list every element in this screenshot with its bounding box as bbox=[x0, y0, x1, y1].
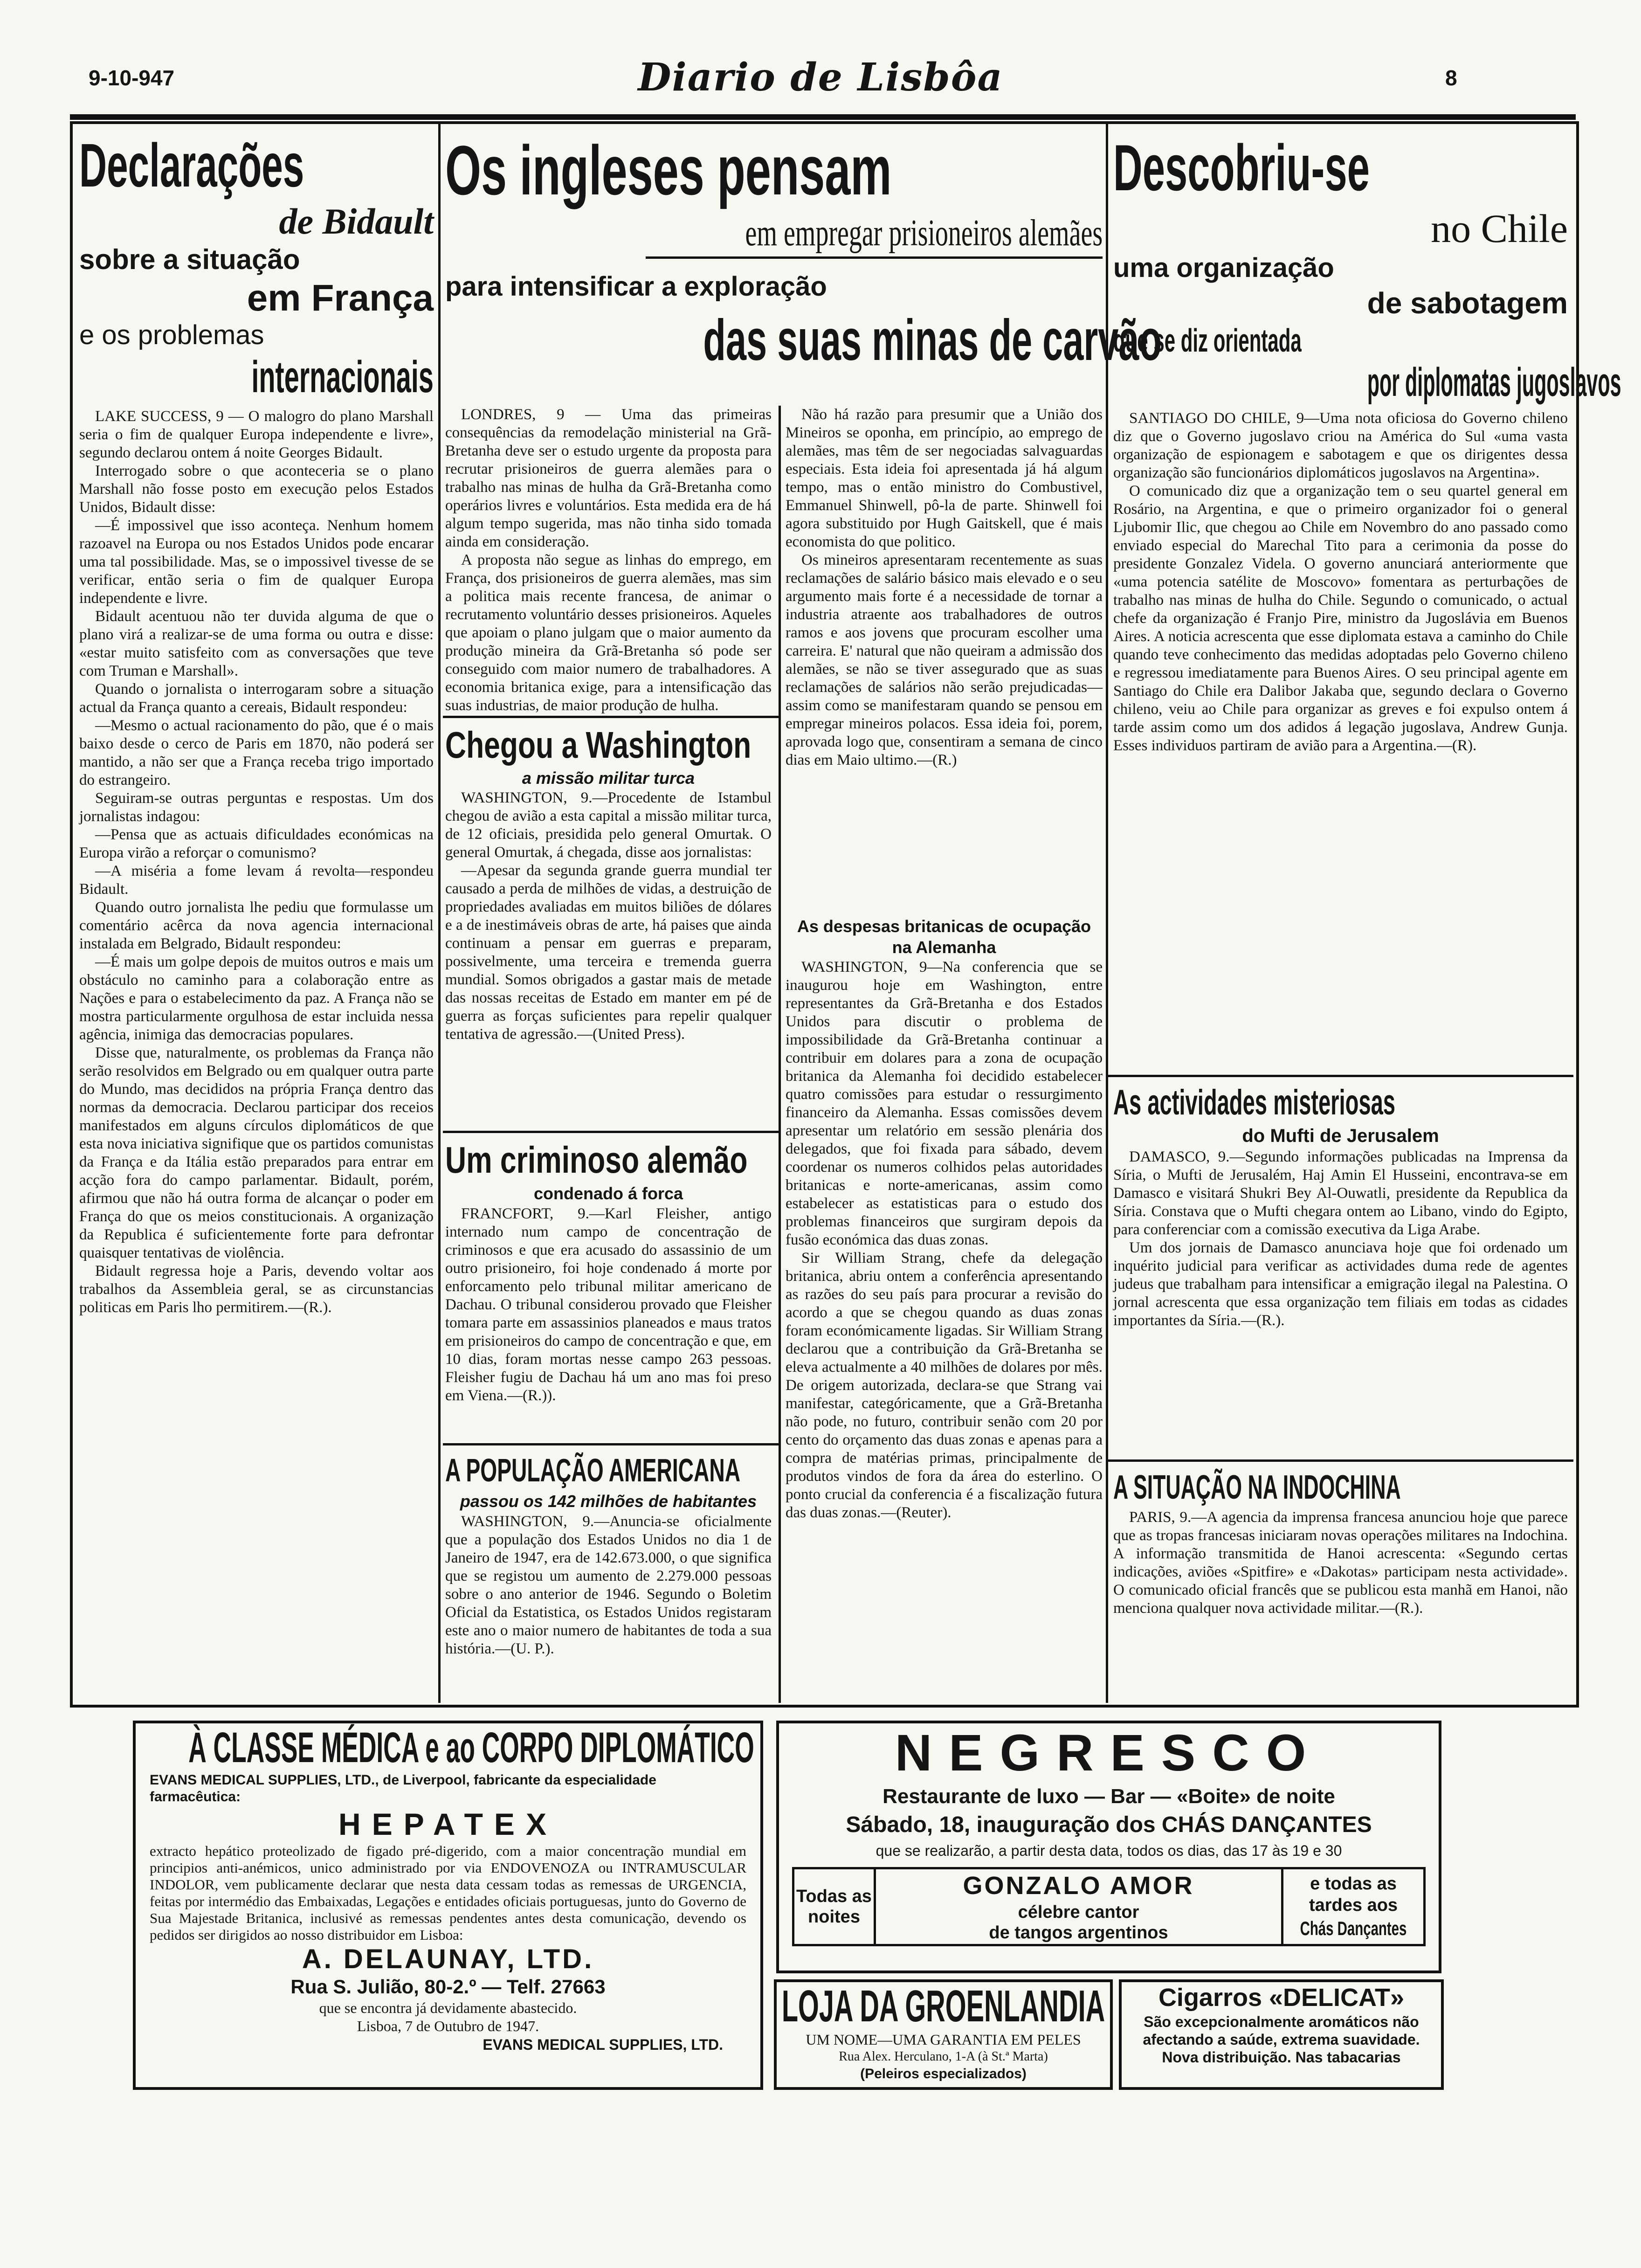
article-body bbox=[1113, 1148, 1568, 1330]
paragraph: —Pensa que as actuais dificuldades económicas na Europa virão a reforçar o comunismo? bbox=[79, 826, 434, 861]
headline: Descobriu-se bbox=[1113, 131, 1370, 204]
headline: internacionais bbox=[251, 352, 434, 402]
article-despesas bbox=[786, 916, 1103, 1700]
ad-text: e todas as tardes aos bbox=[1309, 1874, 1398, 1915]
ad-address: Rua S. Julião, 80-2.º — Telf. 27663 bbox=[290, 1976, 606, 1998]
subheadline: passou os 142 milhões de habitantes bbox=[460, 1492, 757, 1511]
ad-signature: EVANS MEDICAL SUPPLIES, LTD. bbox=[483, 2036, 723, 2053]
ad-text: EVANS MEDICAL SUPPLIES, LTD., de Liverpool, fabricante da especialidade farmacêutica: bbox=[150, 1772, 656, 1805]
ad-distributor: A. DELAUNAY, LTD. bbox=[302, 1944, 594, 1974]
ad-name: NEGRESCO bbox=[895, 1724, 1323, 1782]
divider bbox=[1107, 1075, 1573, 1077]
headline: Chegou a Washington bbox=[445, 724, 752, 766]
ad-box-center bbox=[876, 1867, 1283, 1946]
top-rule bbox=[70, 114, 1576, 120]
paragraph: Um dos jornais de Damasco anunciava hoje que foi ordenado um inquérito judicial para verificar as actividades duma rede de agentes judeus que trabalham para intensificar a emigração ilegal na Palestina. O jornal acrescenta que essa organização tem filiais em todas as cidades importantes da Síria.—(R.). bbox=[1113, 1239, 1568, 1329]
headline: no Chile bbox=[1431, 206, 1568, 251]
ad-hepatex bbox=[133, 1721, 763, 2090]
headline: As actividades misteriosas bbox=[1113, 1083, 1396, 1122]
ad-text: Sábado, 18, inauguração dos CHÁS DANÇANTES bbox=[846, 1812, 1372, 1837]
headline: Os ingleses pensam bbox=[445, 131, 892, 209]
article-body bbox=[79, 408, 434, 1317]
ad-negresco bbox=[776, 1721, 1441, 1973]
article-body bbox=[445, 789, 772, 1044]
divider bbox=[443, 1443, 779, 1445]
paragraph: Seguiram-se outras perguntas e respostas. Um dos jornalistas indagou: bbox=[79, 790, 434, 825]
headline: na Alemanha bbox=[892, 938, 996, 957]
article-body bbox=[1113, 1508, 1568, 1618]
paragraph: O comunicado diz que a organização tem o seu quartel general em Rosário, na Argentina, e que o primeiro organizador foi o general Ljubomir Ilic, que chegou ao Chile em Novembro do ano passado como enviado especial do Marechal Tito para a cerimonia da posse do presidente Gonzalez Videla. O governo anunciará anteriormente que «uma potencia satélite de Moscovo» fomentara as perturbações de trabalho nas minas de hulha do Chile. Segundo o comunicado, o actual chefe da organização é Franjo Pire, ministro da Jugoslávia em Buenos Aires. A noticia acrescenta que esse diplomata estava a caminho do Chile quando teve conhecimento das medidas adoptadas pelo Governo chileno e regressou imediatamente para Buenos Aires. O seu principal agente em Santiago do Chile era Dalibor Jakaba que, segundo declara o Governo chileno, veiu ao Chile para organizar as greves e foi expulso ontem á tarde assim como um dos adidos á legação jugoslava, Andrew Gunja. Esses individuos partiram de avião para a Argentina.—(R). bbox=[1113, 483, 1568, 754]
paragraph: PARIS, 9.—A agencia da imprensa francesa anunciou hoje que parece que as tropas francesas iniciaram novas operações militares na Indochina. A informação transmitida de Hanoi acrescenta: «Segundo certas indicações, aviões «Spitfire» e «Dakotas» participam nesta actividade». O comunicado oficial francês que se publicou esta manhã em Hanoi, não menciona qualquer nova actividade militar.—(R.). bbox=[1113, 1509, 1568, 1617]
divider bbox=[443, 1131, 779, 1133]
ad-box-right bbox=[1283, 1867, 1426, 1946]
paragraph: WASHINGTON, 9.—Procedente de Istambul chegou de avião a esta capital a missão militar turca, de 12 oficiais, presidida pelo general Omurtak. O general Omurtak, á chegada, disse aos jornalistas: bbox=[445, 789, 772, 861]
headline: sobre a situação bbox=[79, 244, 300, 275]
ad-text: extracto hepático proteolizado de figado pré-digerido, com a maior concentração mundial em principios anti-anémicos, unico administrado por via ENDOVENOZA ou INTRAMUSCULAR INDOLOR, vem publicamente declarar que nesta data cessam todas as remessas de URGENCIA, feitas por intermédio das Embaixadas, Legações e entidades oficiais portuguesas, junto do Governo de Sua Majestade Britanica, inclusivé as remessas pendentes antes desta comunicação, devendo os pedidos ser dirigidos ao nosso distribuidor em Lisboa: bbox=[150, 1843, 746, 1943]
paragraph: A proposta não segue as linhas do emprego, em França, dos prisioneiros de guerra alemães, mas sim a politica mais recente francesa, de animar o recrutamento voluntário desses prisioneiros. Aqueles que apoiam o plano julgam que o maior aumento da produção mineira da Grã-Bretanha só pode ser conseguido com maior numero de trabalhadores. A economia britanica exige, para a intensificação das suas industrias, de maior produção de hulha. bbox=[445, 552, 772, 714]
paragraph: SANTIAGO DO CHILE, 9—Uma nota oficiosa do Governo chileno diz que o Governo jugoslavo criou na América do Sul «uma vasta organização de espionagem e sabotagem e que os dirigentes dessa organização são funcionários diplomáticos jugoslavos na Argentina». bbox=[1113, 410, 1568, 481]
paragraph: FRANCFORT, 9.—Karl Fleisher, antigo internado num campo de concentração de criminosos e que era acusado do assassinio de um outro prisioneiro, foi hoje condenado á morte por enforcamento pelo tribunal militar americano de Dachau. O tribunal considerou provado que Fleisher tomara parte em assassinios planeados e maus tratos em prisioneiros do campo de concentração e que, em 10 dias, foram mortas nesse campo 263 pessoas. Fleisher fugiu de Dachau há um ano mas foi preso em Viena.—(R.)). bbox=[445, 1205, 772, 1404]
ad-name: Cigarros «DELICAT» bbox=[1158, 1984, 1405, 2012]
divider bbox=[1107, 1459, 1573, 1462]
subheadline: a missão militar turca bbox=[522, 768, 695, 788]
ad-text: (Peleiros especializados) bbox=[860, 2066, 1027, 2081]
paragraph: —Apesar da segunda grande guerra mundial ter causado a perda de milhões de vidas, a destruição de propriedades avaliadas em muitos biliões de dólares e a de inestimáveis obras de arte, há paises que ainda continuam a pensar em guerras e preparam, possivelmente, uma terceira e tremenda guerra mundial. Somos obrigados a gastar mais de metade das nossas receitas de Estado em manter em pé de guerra as forças suficientes para repelir qualquer tentativa de agressão.—(United Press). bbox=[445, 862, 772, 1043]
ad-text: UM NOME—UMA GARANTIA EM PELES bbox=[806, 2031, 1081, 2048]
paragraph: WASHINGTON, 9—Na conferencia que se inaugurou hoje em Washington, entre representantes da Grã-Bretanha e dos Estados Unidos para discutir o problema de impossibilidade da Grã-Bretanha continuar a contribuir em dolares para a zona de ocupação britanica da Alemanha foi decidido estabelecer quatro comissões para estudar o ressurgimento financeiro da Alemanha. Essas comissões devem apresentar um relatório em sessão plenária dos delegados, que foi fixada para sábado, devem coordenar os numeros colhidos pelas autoridades britanicas e norte-americanas, assim como estabelecer as estatisticas para o estudo dos problemas financeiros que surgiram depois da fusão económica das duas zonas. bbox=[786, 959, 1103, 1248]
ad-text: Rua Alex. Herculano, 1-A (à St.ª Marta) bbox=[839, 2049, 1048, 2064]
subheadline: do Mufti de Jerusalem bbox=[1242, 1126, 1439, 1146]
paragraph: —É mais um golpe depois de muitos outros e mais um obstáculo no caminho para a colaboração entre as Nações e para o estabelecimento da paz. A França não se mostra particularmente orgulhosa de estar incluida nessa agência, inimiga das democracias populares. bbox=[79, 954, 434, 1043]
paragraph: —Mesmo o actual racionamento do pão, que é o mais baixo desde o cerco de Paris em 1870, não poderá ser mantido, a não ser que a França receba trigo importado do estrangeiro. bbox=[79, 717, 434, 788]
paragraph: Interrogado sobre o que aconteceria se o plano Marshall não fosse posto em execução pelos Estados Unidos, Bidault disse: bbox=[79, 463, 434, 516]
paragraph: DAMASCO, 9.—Segundo informações publicadas na Imprensa da Síria, o Mufti de Jerusalém, Haj Amin El Husseini, encontrava-se em Damasco e visitará Shukri Bey Al-Ouwatli, presidente da Republica da Síria. Constava que o Mufti chegara ontem ao Libano, vindo do Egipto, para conferenciar com a comissão executiva da Liga Arabe. bbox=[1113, 1148, 1568, 1238]
newspaper-title: Diario de Lisbôa bbox=[638, 55, 1003, 100]
ad-text: de tangos argentinos bbox=[989, 1923, 1168, 1943]
headline: e os problemas bbox=[79, 320, 264, 350]
headline: Um criminoso alemão bbox=[445, 1139, 748, 1181]
paragraph: Disse que, naturalmente, os problemas da França não serão resolvidos em Belgrado ou em qualquer outra parte do Mundo, mas decididos na própria França dentro das normas da democracia. Declarou participar dos receios manifestados em alguns círculos diplomáticos de que esta nova iniciativa signifique que os partidos comunistas da França e da Itália estão preparados para entrar em acção fora do campo parlamentar. Bidault, porém, afirmou que não há outra forma de alcançar o poder em França do que os meios constitucionais. A organização da Republica é suficientemente forte para defrontar quaisquer tentativas de violência. bbox=[79, 1044, 434, 1261]
paragraph: —A miséria a fome levam á revolta—respondeu Bidault. bbox=[79, 863, 434, 898]
article-missao-turca bbox=[445, 723, 772, 1128]
article-populacao bbox=[445, 1450, 772, 1700]
paragraph: Os mineiros apresentaram recentemente as suas reclamações de salário básico mais elevado e o seu argumento mais forte é a necessidade de tornar a industria atraente aos trabalhadores de outros ramos e aos jovens que procuram escolher uma carreira. E' natural que não queiram a admissão dos alemães, se não se tiver assegurado que as suas reclamações de salários não serão prejudicadas—assim como se manifestaram quando se pensou em empregar mineiros polacos. Essa ideia foi, porem, aprovada logo que, consentiram a semana de cinco dias em Maio ultimo.—(R.) bbox=[786, 552, 1103, 768]
page-number: 8 bbox=[1445, 66, 1457, 90]
paragraph: Quando o jornalista o interrogaram sobre a situação actual da França quanto a cereais, Bidault respondeu: bbox=[79, 681, 434, 716]
ad-name: LOJA DA GROENLANDIA bbox=[781, 1981, 1105, 2031]
paragraph: WASHINGTON, 9.—Anuncia-se oficialmente que a população dos Estados Unidos no dia 1 de Janeiro de 1947, era de 142.673.000, o que significa que se registou um aumento de 2.279.000 pessoas sobre o ano anterior de 1946. Segundo o Boletim Oficial da Estatistica, os Estados Unidos registaram este ano o maior numero de habitantes de toda a sua história.—(U. P.). bbox=[445, 1513, 772, 1657]
article-body bbox=[445, 1205, 772, 1405]
headline: das suas minas de carvão bbox=[703, 308, 1162, 373]
ad-box-left: Todas as noites bbox=[792, 1867, 876, 1946]
divider bbox=[646, 256, 1103, 259]
paragraph: Sir William Strang, chefe da delegação britanica, abriu ontem a conferência apresentando as razões do seu país para procurar a revisão do acordo a que se chegou quando as duas zonas foram económicamente ligadas. Sir William Strang declarou que a contribuição da Grã-Bretanha se eleva actualmente a 40 milhões de dolares por mês. De origem autorizada, declara-se que Strang vai manifestar, categóricamente, que a Grã-Bretanha não pode, no futuro, contribuir senão com 20 por cento do orçamento das duas zonas e apenas para a compra de matérias primas, principalmente de produtos vindos de fora da área do esterlino. O ponto crucial da conferencia é a fiscalização futura das duas zonas.—(Reuter). bbox=[786, 1250, 1103, 1521]
headline: de sabotagem bbox=[1367, 286, 1568, 320]
ad-artist: GONZALO AMOR bbox=[963, 1872, 1194, 1900]
article-ingleses-head bbox=[445, 131, 1162, 406]
article-bidault bbox=[79, 131, 434, 1697]
ad-cigarros-delicat bbox=[1119, 1979, 1444, 2090]
column-divider bbox=[438, 122, 441, 1703]
ad-text: São excepcionalmente aromáticos não afectando a saúde, extrema suavidade. Nova distribuição. Nas tabacarias bbox=[1143, 2013, 1420, 2066]
headline: A SITUAÇÃO NA INDOCHINA bbox=[1113, 1469, 1401, 1506]
issue-date: 9-10-947 bbox=[89, 66, 175, 90]
paragraph: —É impossivel que isso aconteça. Nenhum homem razoavel na Europa ou nos Estados Unidos pode encarar uma tal possibilidade. Mas, se o impossivel tivesse de se verificar, então seria o fim de qualquer Europa independente e livre. bbox=[79, 517, 434, 607]
subheadline: condenado á forca bbox=[533, 1184, 683, 1203]
article-ingleses-body-cont bbox=[786, 406, 1103, 914]
article-body bbox=[786, 958, 1103, 1522]
column-divider bbox=[779, 406, 781, 1703]
article-mufti bbox=[1113, 1082, 1568, 1457]
ad-text: que se realizarão, a partir desta data, todos os dias, das 17 às 19 e 30 bbox=[876, 1842, 1342, 1859]
headline: em França bbox=[247, 277, 434, 318]
article-body bbox=[1113, 409, 1568, 755]
article-ingleses-body bbox=[445, 406, 772, 714]
paragraph: LONDRES, 9 — Uma das primeiras consequências da remodelação ministerial na Grã-Bretanha deve ser o estudo urgente da proposta para recrutar prisioneiros de guerra alemães para o trabalho nas minas de hulha da Grã-Bretanha como operários livres e voluntários. Esta medida era de há algum tempo sugerida, mas não tinha sido tomada ainda em consideração. bbox=[445, 406, 772, 550]
article-indochina bbox=[1113, 1466, 1568, 1700]
paragraph: Não há razão para presumir que a União dos Mineiros se oponha, em princípio, ao emprego de alemães, mas têm de ser negociadas salvaguardas especiais. Esta ideia foi apresentada já há algum tempo, mas o então ministro do Combustivel, Emmanuel Shinwell, pô-la de parte. Shinwell foi agora substituido por Hugh Gaitskell, que é mais economista do que politico. bbox=[786, 406, 1103, 550]
ad-text: célebre cantor bbox=[1018, 1902, 1139, 1922]
divider bbox=[443, 716, 779, 718]
paragraph: Bidault acentuou não ter duvida alguma de que o plano virá a realizar-se de uma forma ou outra e disse: «estar muito satisfeito com as conversações que teve com Truman e Marshall». bbox=[79, 608, 434, 679]
article-criminoso bbox=[445, 1138, 772, 1441]
paragraph: Bidault regressa hoje a Paris, devendo voltar aos trabalhos da Assembleia geral, se as circunstancias politicas em Paris lho permitirem.—(R.). bbox=[79, 1263, 434, 1316]
ad-boxes bbox=[792, 1867, 1426, 1946]
headline: em empregar prisioneiros alemães bbox=[745, 213, 1103, 254]
headline: que se diz orientada bbox=[1113, 322, 1302, 359]
article-body bbox=[445, 1513, 772, 1658]
headline: de Bidault bbox=[279, 201, 434, 242]
paragraph: LAKE SUCCESS, 9 — O malogro do plano Marshall seria o fim de qualquer Europa independente e livre», segundo declarou ontem á noite Georges Bidault. bbox=[79, 408, 434, 461]
ad-date: Lisboa, 7 de Outubro de 1947. bbox=[357, 2018, 539, 2034]
headline: A POPULAÇÃO AMERICANA bbox=[445, 1452, 741, 1488]
ad-text: Chás Dançantes bbox=[1300, 1917, 1407, 1939]
ad-text: Restaurante de luxo — Bar — «Boite» de noite bbox=[883, 1785, 1335, 1808]
headline: As despesas britanicas de ocupação bbox=[797, 917, 1091, 936]
headline: para intensificar a exploração bbox=[445, 271, 827, 302]
ad-product: HEPATEX bbox=[338, 1807, 558, 1841]
headline: Declarações bbox=[79, 131, 304, 200]
article-chile bbox=[1113, 131, 1621, 1072]
ad-headline: À CLASSE MÉDICA e ao CORPO DIPLOMÁTICO bbox=[188, 1724, 754, 1771]
headline: por diplomatas jugoslavos bbox=[1367, 360, 1621, 405]
paragraph: Quando outro jornalista lhe pediu que formulasse um comentário acêrca da nova agencia internacional instalada em Belgrado, Bidault respondeu: bbox=[79, 899, 434, 952]
headline: uma organização bbox=[1113, 253, 1334, 283]
ad-text: que se encontra já devidamente abastecido. bbox=[319, 1999, 577, 2016]
ad-loja-groenlandia bbox=[774, 1979, 1113, 2090]
